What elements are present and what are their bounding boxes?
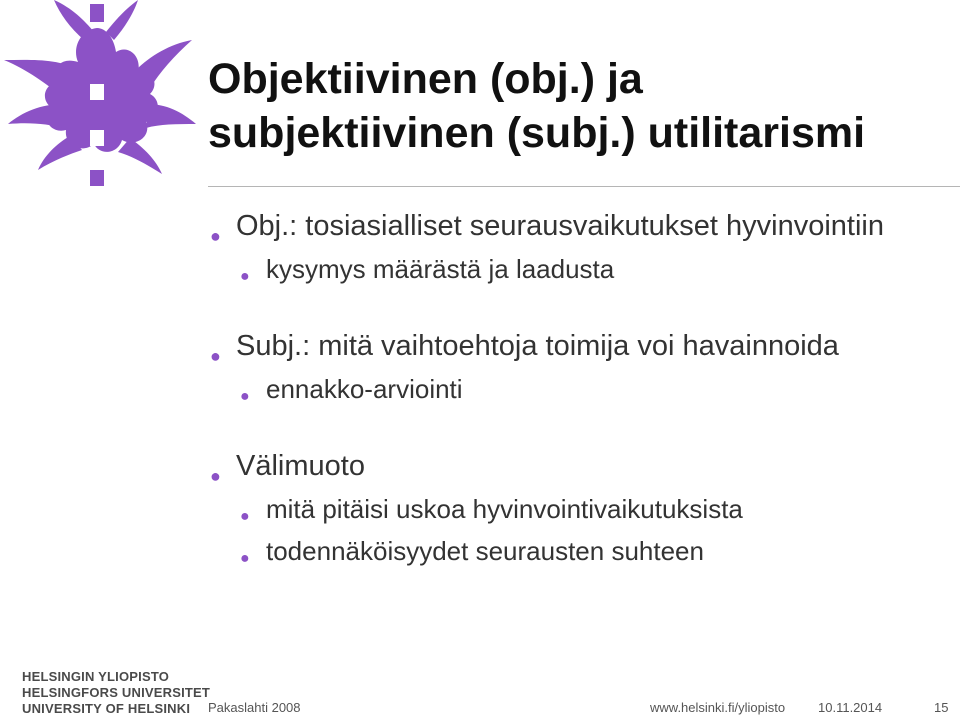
bullet-group-intermediate [208, 446, 948, 570]
bullet-item [208, 326, 948, 366]
bullet-item [208, 206, 948, 246]
title-divider [208, 186, 960, 187]
university-name-sv: HELSINGFORS UNIVERSITET [22, 685, 211, 700]
bullet-dot-icon: ● [240, 508, 250, 525]
sub-bullet-text: mitä pitäisi uskoa hyvinvointivaikutuksista [266, 494, 743, 524]
slide-title-line2: subjektiivinen (subj.) utilitarismi [208, 109, 866, 157]
university-logo-icon [0, 0, 200, 200]
bullet-dot-icon: ● [210, 346, 221, 366]
bullet-dot-icon: ● [240, 388, 250, 405]
slide-content [208, 206, 948, 608]
footer-url: www.helsinki.fi/yliopisto [650, 700, 786, 715]
bullet-dot-icon: ● [210, 466, 221, 486]
sub-bullet-text: kysymys määrästä ja laadusta [266, 254, 615, 284]
university-name [22, 669, 210, 717]
university-name-fi: HELSINGIN YLIOPISTO [22, 669, 170, 684]
sub-bullet-item [208, 370, 948, 408]
sub-bullet-item [208, 532, 948, 570]
bullet-text: Obj.: tosiasialliset seurausvaikutukset hyvinvointiin [236, 210, 884, 242]
bullet-text: Subj.: mitä vaihtoehtoja toimija voi havainnoida [236, 330, 839, 362]
footer-page-number: 15 [934, 700, 949, 715]
sub-bullet-text: todennäköisyydet seurausten suhteen [266, 536, 704, 566]
slide-title-line1: Objektiivinen (obj.) ja [208, 55, 643, 103]
bullet-dot-icon: ● [240, 268, 250, 285]
bullet-dot-icon: ● [240, 550, 250, 567]
slide-title [208, 52, 948, 160]
sub-bullet-item [208, 250, 948, 288]
bullet-text: Välimuoto [236, 450, 365, 482]
bullet-item [208, 446, 948, 486]
footer-date: 10.11.2014 [818, 700, 883, 715]
bullet-group-objective [208, 206, 948, 288]
sub-bullet-text: ennakko-arviointi [266, 374, 463, 404]
bullet-dot-icon: ● [210, 226, 221, 246]
footer-author: Pakaslahti 2008 [208, 700, 301, 715]
university-name-en: UNIVERSITY OF HELSINKI [22, 701, 191, 716]
bullet-group-subjective [208, 326, 948, 408]
sub-bullet-item [208, 490, 948, 528]
